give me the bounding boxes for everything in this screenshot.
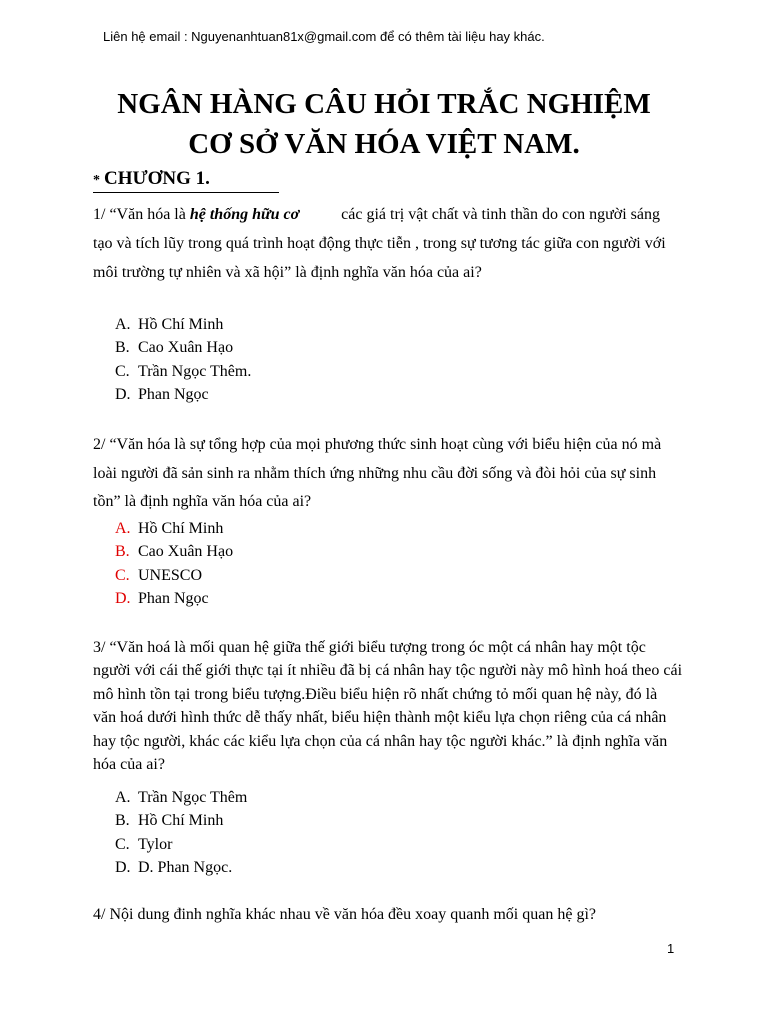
- option-letter: C.: [115, 566, 130, 584]
- option: [115, 564, 233, 587]
- option: [115, 786, 247, 809]
- option: [115, 856, 247, 879]
- chapter-marker: *: [93, 173, 100, 188]
- option-letter: A.: [115, 520, 131, 537]
- option-letter: C.: [115, 362, 130, 380]
- option-letter: D.: [115, 386, 131, 404]
- document-title-line1: NGÂN HÀNG CÂU HỎI TRẮC NGHIỆM: [117, 88, 651, 120]
- document-title-line2: CƠ SỞ VĂN HÓA VIỆT NAM.: [188, 128, 580, 160]
- option: [115, 540, 233, 563]
- option-text: Phan Ngọc: [138, 386, 209, 404]
- question-1: [93, 200, 683, 287]
- option-letter: B.: [115, 812, 130, 830]
- page-number: 1: [667, 941, 675, 956]
- option-text: Trần Ngọc Thêm: [138, 789, 248, 806]
- option-text: Cao Xuân Hạo: [138, 339, 234, 357]
- chapter-heading: [93, 168, 279, 193]
- option: [115, 313, 251, 336]
- option-text: Hồ Chí Minh: [138, 316, 224, 333]
- option: [115, 336, 251, 359]
- option-letter: A.: [115, 789, 131, 806]
- option-text: Tylor: [138, 835, 173, 853]
- chapter-label: CHƯƠNG 1.: [104, 168, 210, 189]
- option-letter: B.: [115, 543, 130, 561]
- option-letter: D.: [115, 859, 131, 877]
- option: [115, 517, 233, 540]
- question-1-options: [115, 313, 251, 407]
- option-letter: C.: [115, 835, 130, 853]
- question-1-rest: các giá trị vật chất và tinh thần do con người sáng tạo và tích lũy trong quá trình hoạt động thực tiễn , trong sự tương tác giữa con người với môi trường tự nhiên và xã hội” là định nghĩa văn hóa của ai?: [93, 206, 666, 281]
- question-3-options: [115, 786, 247, 880]
- question-1-keyword: hệ thống hữu cơ: [189, 206, 300, 223]
- question-3: 3/ “Văn hoá là mối quan hệ giữa thế giới biểu tượng trong óc một cá nhân hay một tộc người với cái thế giới thực tại ít nhiều đã bị cá nhân hay tộc người này mô hình hoá theo cái mô hình tồn tại trong biểu tượng.Điều biểu hiện rõ nhất chứng tỏ mối quan hệ này, đó là văn hoá dưới hình thức dễ thấy nhất, biểu hiện thành một kiểu lựa chọn riêng của cá nhân hay tộc người, khác các kiểu lựa chọn của cá nhân hay tộc người khác.” là định nghĩa văn hóa của ai?: [93, 639, 683, 774]
- question-4: 4/ Nội dung đinh nghĩa khác nhau về văn hóa đều xoay quanh mối quan hệ gì?: [93, 906, 596, 923]
- option: [115, 383, 251, 406]
- option-text: Phan Ngọc: [138, 590, 209, 608]
- option: [115, 833, 247, 856]
- option-text: Hồ Chí Minh: [138, 812, 224, 830]
- option-text: D. Phan Ngọc.: [138, 859, 233, 877]
- option-letter: D.: [115, 590, 131, 608]
- option-letter: B.: [115, 339, 130, 357]
- question-1-prefix: 1/ “Văn hóa là: [93, 206, 190, 223]
- option: [115, 360, 251, 383]
- option: [115, 587, 233, 610]
- option-text: UNESCO: [138, 566, 203, 584]
- option-letter: A.: [115, 316, 131, 333]
- option-text: Cao Xuân Hạo: [138, 543, 234, 561]
- question-2: 2/ “Văn hóa là sự tổng hợp của mọi phương thức sinh hoạt cùng với biểu hiện của nó mà loài người đã sản sinh ra nhằm thích ứng những nhu cầu đời sống và đòi hỏi của sự sinh tồn” là định nghĩa văn hóa của ai?: [93, 436, 662, 510]
- option-text: Hồ Chí Minh: [138, 520, 224, 537]
- header-contact-note: Liên hệ email : Nguyenanhtuan81x@gmail.com để có thêm tài liệu hay khác.: [103, 29, 545, 44]
- option: [115, 809, 247, 832]
- option-text: Trần Ngọc Thêm.: [138, 362, 252, 380]
- question-2-options: [115, 517, 233, 611]
